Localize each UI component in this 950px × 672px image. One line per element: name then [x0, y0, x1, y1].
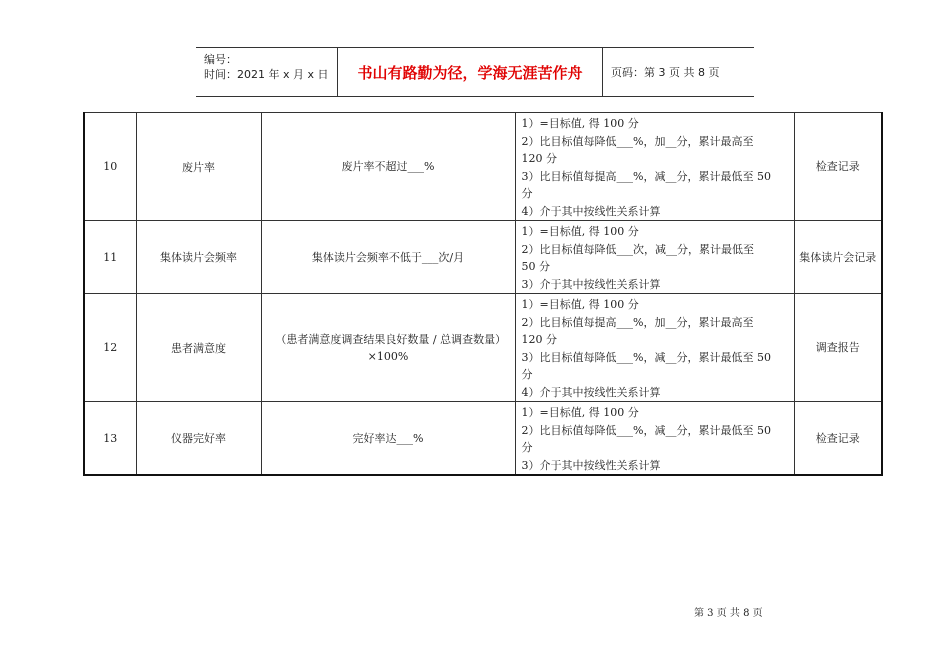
rule-line: 50 分: [521, 260, 550, 273]
rule-line: 4）介于其中按线性关系计算: [521, 385, 661, 399]
data-source: 集体读片会记录: [794, 221, 882, 294]
code-label: 编号：: [204, 53, 237, 66]
rule-line: 120 分: [521, 152, 557, 165]
row-number: 11: [84, 221, 136, 294]
header-page-code: 页码：第 3 页 共 8 页: [611, 66, 720, 79]
data-source: 检查记录: [794, 113, 882, 221]
rule-line: 1）=目标值, 得 100 分: [521, 225, 639, 238]
data-source: 检查记录: [794, 402, 882, 476]
rule-line: 1）=目标值, 得 100 分: [521, 406, 639, 419]
scoring-rules: [515, 294, 794, 402]
row-number: 10: [84, 113, 136, 221]
scoring-rules: [515, 402, 794, 476]
rule-line: 3）介于其中按线性关系计算: [521, 458, 661, 472]
rule-line: 分: [521, 368, 533, 381]
rule-line: 2）比目标值每降低___%，加__分，累计最高至: [521, 134, 754, 148]
rule-line: 1）=目标值, 得 100 分: [521, 298, 639, 311]
header-meta: [196, 48, 338, 96]
page-footer: 第 3 页 共 8 页: [694, 608, 763, 619]
rule-line: 120 分: [521, 333, 557, 346]
data-source: 调查报告: [794, 294, 882, 402]
indicator-standard: 集体读片会频率不低于___次/月: [261, 221, 515, 294]
time-label: 时间：2021 年 x 月 x 日: [204, 68, 329, 81]
indicator-standard: 废片率不超过___%: [261, 113, 515, 221]
table-row: [84, 294, 882, 402]
rule-line: 2）比目标值每降低___%，减__分，累计最低至 50: [521, 423, 771, 437]
rule-line: 1）=目标值, 得 100 分: [521, 117, 639, 130]
page-header: [196, 47, 754, 97]
table-row: [84, 113, 882, 221]
header-motto: 书山有路勤为径，学海无涯苦作舟: [338, 48, 603, 96]
rule-line: 4）介于其中按线性关系计算: [521, 204, 661, 218]
scoring-rules: [515, 221, 794, 294]
table-row: [84, 402, 882, 476]
row-number: 13: [84, 402, 136, 476]
indicator-name: 废片率: [136, 113, 261, 221]
indicator-name: 集体读片会频率: [136, 221, 261, 294]
rule-line: 3）比目标值每降低___%，减__分，累计最低至 50: [521, 350, 771, 364]
indicator-name: 患者满意度: [136, 294, 261, 402]
scoring-rules: [515, 113, 794, 221]
indicator-standard: 完好率达___%: [261, 402, 515, 476]
rule-line: 2）比目标值每降低___次，减__分，累计最低至: [521, 242, 754, 256]
rule-line: 分: [521, 441, 533, 454]
rule-line: 分: [521, 187, 533, 200]
row-number: 12: [84, 294, 136, 402]
indicator-standard: （患者满意度调查结果良好数量 / 总调查数量）×100%: [261, 294, 515, 402]
indicator-name: 仪器完好率: [136, 402, 261, 476]
kpi-table: [83, 112, 883, 476]
rule-line: 3）比目标值每提高___%，减__分，累计最低至 50: [521, 169, 771, 183]
rule-line: 3）介于其中按线性关系计算: [521, 277, 661, 291]
table-row: [84, 221, 882, 294]
rule-line: 2）比目标值每提高___%，加__分，累计最高至: [521, 315, 754, 329]
